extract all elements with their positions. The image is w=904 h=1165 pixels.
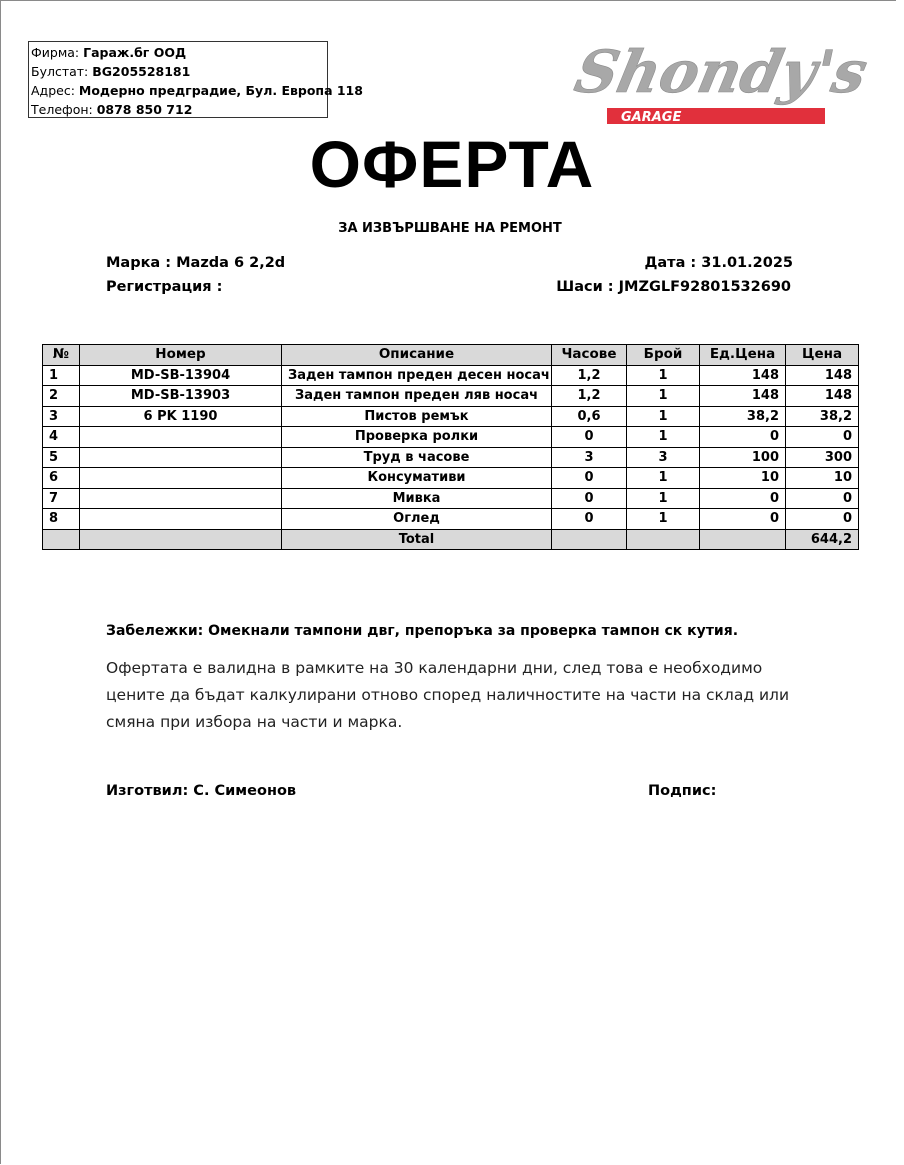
document-title: ОФЕРТА bbox=[309, 127, 595, 201]
table-row bbox=[43, 509, 859, 530]
cell-description: Консумативи bbox=[282, 468, 552, 489]
header-price: Цена bbox=[786, 345, 859, 366]
header-quantity: Брой bbox=[627, 345, 700, 366]
header-unit-price: Ед.Цена bbox=[700, 345, 786, 366]
cell-hours: 0 bbox=[552, 468, 627, 489]
cell-part-number bbox=[80, 509, 282, 530]
cell-hours: 0 bbox=[552, 488, 627, 509]
cell-part-number bbox=[80, 447, 282, 468]
cell-unit-price: 38,2 bbox=[700, 406, 786, 427]
cell-quantity: 1 bbox=[627, 468, 700, 489]
cell-no: 4 bbox=[43, 427, 80, 448]
document-subtitle: ЗА ИЗВЪРШВАНЕ НА РЕМОНТ bbox=[338, 221, 562, 236]
table-row bbox=[43, 468, 859, 489]
cell-description: Мивка bbox=[282, 488, 552, 509]
header-part-number: Номер bbox=[80, 345, 282, 366]
vehicle-brand: Марка : Mazda 6 2,2d bbox=[106, 255, 286, 271]
cell-no: 5 bbox=[43, 447, 80, 468]
header-no: № bbox=[43, 345, 80, 366]
cell-price: 148 bbox=[786, 386, 859, 407]
header-description: Описание bbox=[282, 345, 552, 366]
cell-hours: 3 bbox=[552, 447, 627, 468]
cell-price: 10 bbox=[786, 468, 859, 489]
total-label: Total bbox=[282, 529, 552, 550]
cell-no: 2 bbox=[43, 386, 80, 407]
offer-date: Дата : 31.01.2025 bbox=[644, 255, 793, 271]
cell-hours: 1,2 bbox=[552, 365, 627, 386]
company-bulstat-row: Булстат: BG205528181 bbox=[31, 64, 191, 79]
company-info-box bbox=[28, 41, 363, 118]
cell-part-number: MD-SB-13903 bbox=[80, 386, 282, 407]
company-firm: Гараж.бг ООД bbox=[83, 45, 187, 60]
cell-price: 0 bbox=[786, 488, 859, 509]
cell-quantity: 1 bbox=[627, 386, 700, 407]
cell-unit-price: 148 bbox=[700, 365, 786, 386]
table-row bbox=[43, 488, 859, 509]
table-row bbox=[43, 386, 859, 407]
cell-price: 0 bbox=[786, 509, 859, 530]
company-bulstat: BG205528181 bbox=[92, 64, 191, 79]
cell-unit-price: 0 bbox=[700, 427, 786, 448]
cell-description: Заден тампон преден десен носач bbox=[282, 365, 552, 386]
total-value: 644,2 bbox=[786, 529, 859, 550]
cell-no: 7 bbox=[43, 488, 80, 509]
cell-unit-price: 0 bbox=[700, 509, 786, 530]
cell-part-number bbox=[80, 488, 282, 509]
cell-quantity: 1 bbox=[627, 406, 700, 427]
cell-part-number: 6 PK 1190 bbox=[80, 406, 282, 427]
cell-hours: 0,6 bbox=[552, 406, 627, 427]
cell-description: Труд в часове bbox=[282, 447, 552, 468]
cell-quantity: 1 bbox=[627, 427, 700, 448]
cell-quantity: 1 bbox=[627, 488, 700, 509]
notes-remark: Забележки: Омекнали тампони двг, препоръка за проверка тампон ск кутия. bbox=[106, 623, 739, 639]
cell-price: 148 bbox=[786, 365, 859, 386]
cell-description: Заден тампон преден ляв носач bbox=[282, 386, 552, 407]
cell-part-number: MD-SB-13904 bbox=[80, 365, 282, 386]
signature-label: Подпис: bbox=[648, 783, 717, 799]
cell-unit-price: 0 bbox=[700, 488, 786, 509]
vehicle-registration: Регистрация : bbox=[106, 279, 223, 295]
header-hours: Часове bbox=[552, 345, 627, 366]
table-row bbox=[43, 447, 859, 468]
logo-wordmark: Shondy's bbox=[569, 37, 874, 106]
company-phone: 0878 850 712 bbox=[96, 102, 193, 117]
table-header-row bbox=[43, 345, 859, 366]
cell-description: Проверка ролки bbox=[282, 427, 552, 448]
shondys-garage-logo bbox=[569, 37, 874, 130]
cell-quantity: 3 bbox=[627, 447, 700, 468]
company-address-row: Адрес: Модерно предградие, Бул. Европа 118 bbox=[31, 83, 363, 98]
prepared-by: Изготвил: С. Симеонов bbox=[106, 783, 297, 799]
cell-hours: 1,2 bbox=[552, 386, 627, 407]
vehicle-chassis: Шаси : JMZGLF92801532690 bbox=[556, 279, 791, 295]
cell-quantity: 1 bbox=[627, 365, 700, 386]
cell-hours: 0 bbox=[552, 427, 627, 448]
company-firm-row: Фирма: Гараж.бг ООД bbox=[31, 45, 187, 60]
items-table bbox=[42, 344, 859, 550]
table-row bbox=[43, 406, 859, 427]
company-address: Модерно предградие, Бул. Европа 118 bbox=[78, 83, 363, 98]
cell-unit-price: 100 bbox=[700, 447, 786, 468]
cell-price: 300 bbox=[786, 447, 859, 468]
logo-tagline: GARAGE bbox=[621, 110, 682, 125]
cell-unit-price: 148 bbox=[700, 386, 786, 407]
cell-price: 38,2 bbox=[786, 406, 859, 427]
cell-no: 8 bbox=[43, 509, 80, 530]
cell-unit-price: 10 bbox=[700, 468, 786, 489]
cell-no: 6 bbox=[43, 468, 80, 489]
cell-no: 3 bbox=[43, 406, 80, 427]
table-total-row bbox=[43, 529, 859, 550]
table-row bbox=[43, 365, 859, 386]
cell-description: Пистов ремък bbox=[282, 406, 552, 427]
cell-description: Оглед bbox=[282, 509, 552, 530]
cell-no: 1 bbox=[43, 365, 80, 386]
cell-part-number bbox=[80, 427, 282, 448]
cell-price: 0 bbox=[786, 427, 859, 448]
table-row bbox=[43, 427, 859, 448]
cell-part-number bbox=[80, 468, 282, 489]
cell-quantity: 1 bbox=[627, 509, 700, 530]
company-phone-row: Телефон: 0878 850 712 bbox=[31, 102, 193, 117]
notes-validity: Офертата е валидна в рамките на 30 календарни дни, след това е необходимо цените да бъдат калкулирани отново според наличностите на части на склад или смяна при избора на части и марка. bbox=[106, 659, 790, 731]
cell-hours: 0 bbox=[552, 509, 627, 530]
